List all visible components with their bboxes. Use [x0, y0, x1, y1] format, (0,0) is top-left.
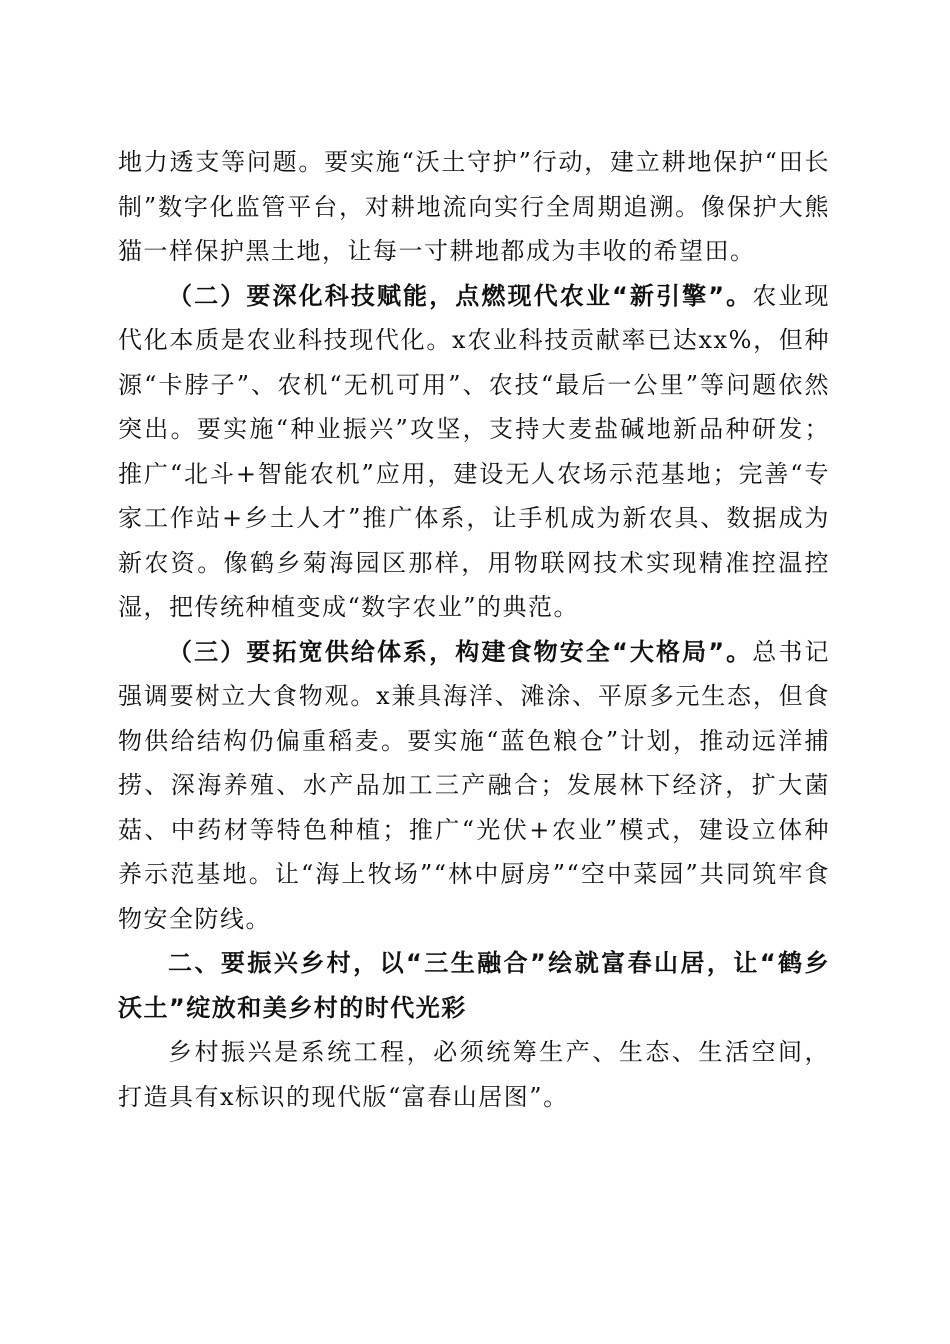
paragraph-text: 地力透支等问题。要实施“沃土守护”行动，建立耕地保护“田长制”数字化监管平台，对耕地流向实行全周期追溯。像保护大熊猫一样保护黑土地，让每一寸耕地都成为丰收的希望田。	[118, 148, 830, 265]
paragraph-lead-heading: （三）要拓宽供给体系，构建食物安全“大格局”。	[168, 637, 753, 666]
paragraph-text: 总书记强调要树立大食物观。x兼具海洋、滩涂、平原多元生态，但食物供给结构仍偏重稻麦。要实施“蓝色粮仓”计划，推动远洋捕捞、深海养殖、水产品加工三产融合；发展林下经济，扩大菌菇、中药材等特色种植；推广“光伏+农业”模式，建设立体种养示范基地。让“海上牧场”“林中厨房”“空中菜园”共同筑牢食物安全防线。	[118, 637, 831, 933]
paragraph-lead-heading: （二）要深化科技赋能，点燃现代农业“新引擎”。	[168, 281, 753, 310]
paragraph-text: 农业现代化本质是农业科技现代化。x农业科技贡献率已达xx%，但种源“卡脖子”、农机“无机可用”、农技“最后一公里”等问题依然突出。要实施“种业振兴”攻坚，支持大麦盐碱地新品种研发；推广“北斗+智能农机”应用，建设无人农场示范基地；完善“专家工作站+乡土人才”推广体系，让手机成为新农具、数据成为新农资。像鹤乡菊海园区那样，用物联网技术实现精准控温控湿，把传统种植变成“数字农业”的典范。	[118, 281, 831, 621]
paragraph-tech-empowerment	[118, 274, 830, 630]
document-body	[118, 140, 830, 1119]
paragraph-closing: 乡村振兴是系统工程，必须统筹生产、生态、生活空间，打造具有x标识的现代版“富春山居图”。	[118, 1038, 830, 1111]
paragraph-food-supply	[118, 630, 830, 942]
paragraph-continuation	[118, 140, 830, 274]
section-heading: 二、要振兴乡村，以“三生融合”绘就富春山居，让“鹤乡沃土”绽放和美乡村的时代光彩	[118, 949, 830, 1022]
